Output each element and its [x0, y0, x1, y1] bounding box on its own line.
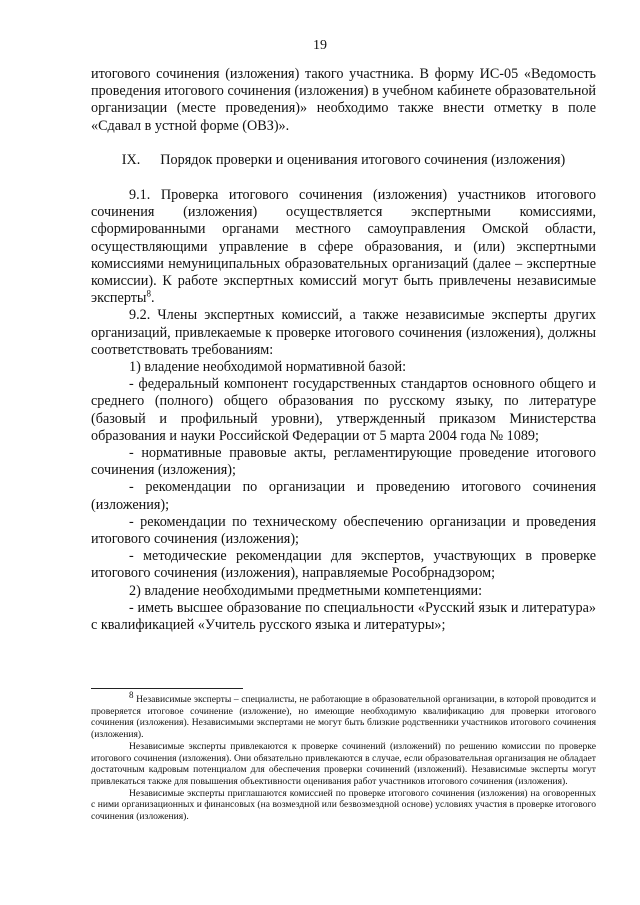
paragraph-9-1-end: . — [150, 290, 155, 307]
paragraph-9-1-text: 9.1. Проверка итогового сочинения (изложения) участников итогового сочинения (изложения) осуществляется экспертными комиссиями, сформированными органами местного самоуправления Омской области, осуществляющими управление в сфере образования, и (или) экспертными комиссиями немуниципальных образовательных организаций (далее – экспертные комиссии). К работе экспертных комиссий могут быть привлечены независимые эксперты — [91, 187, 596, 307]
paragraph-9-2: 9.2. Члены экспертных комиссий, а также независимые эксперты других организаций, привлекаемые к проверке итогового сочинения (изложения), должны соответствовать требованиям: — [91, 307, 596, 358]
list-item: 1) владение необходимой нормативной базой: — [129, 359, 407, 376]
document-body — [91, 66, 596, 634]
list-item: - нормативные правовые акты, регламентирующие проведение итогового сочинения (изложения); — [91, 445, 596, 479]
section-heading — [91, 152, 596, 169]
footnote-8 — [91, 689, 596, 741]
footnote-paragraph: Независимые эксперты приглашаются комиссией по проверке итогового сочинения (изложения) на оговоренных с ними организационных и финансовых (на возмездной или безвозмездной основе) условиях участия в проверке итогового сочинения (изложения). — [91, 787, 596, 823]
footnotes — [91, 689, 596, 823]
section-title: Порядок проверки и оценивания итогового сочинения (изложения) — [160, 151, 566, 168]
list-item: - федеральный компонент государственных стандартов основного общего и среднего (полного) общего образования по русскому языку, по литературе (базовый и профильный уровни), утвержденный приказом Министерства образования и науки Российской Федерации от 5 марта 2004 года № 1089; — [91, 376, 596, 444]
footnote-mark: 8 — [129, 689, 134, 700]
list-item: - рекомендации по организации и проведению итогового сочинения (изложения); — [91, 479, 596, 513]
list-item: 2) владение необходимыми предметными компетенциями: — [129, 582, 483, 599]
paragraph-9-1 — [91, 187, 596, 307]
paragraph-continuation: итогового сочинения (изложения) такого участника. В форму ИС-05 «Ведомость проведения итогового сочинения (изложения) в учебном кабинете образовательной организации (месте проведения)» необходимо также внести отметку в поле «Сдавал в устной форме (ОВЗ)». — [91, 66, 596, 134]
footnote-paragraph: Независимые эксперты привлекаются к проверке сочинений (изложений) по решению комиссии по проверке итогового сочинения (изложения). Они обязательно привлекаются в случае, если образовательная организация не обладает достаточным кадровым потенциалом для обеспечения проверки сочинений (изложений). Независимые эксперты могут привлекаться также для повышения объективности оценивания работ участников итогового сочинения (изложения). — [91, 740, 596, 787]
section-number: IX. — [121, 151, 141, 168]
footnote-text: Независимые эксперты – специалисты, не работающие в образовательной организации, в которой проводится и проверяется итоговое сочинение (изложение), но имеющие необходимую квалификацию для проверки итогового сочинения (изложения). Независимыми экспертами не могут быть близкие родственники участников итогового сочинения (изложения). — [91, 694, 596, 741]
footnote-divider — [91, 688, 243, 689]
list-item: - методические рекомендации для экспертов, участвующих в проверке итогового сочинения (изложения), направляемые Рособрнадзором; — [91, 548, 596, 582]
list-item: - рекомендации по техническому обеспечению организации и проведения итогового сочинения (изложения); — [91, 513, 596, 548]
list-item: - иметь высшее образование по специальности «Русский язык и литература» с квалификацией «Учитель русского языка и литературы»; — [91, 599, 596, 634]
page-number: 19 — [313, 38, 327, 53]
footnote-reference[interactable]: 8 — [146, 288, 151, 299]
